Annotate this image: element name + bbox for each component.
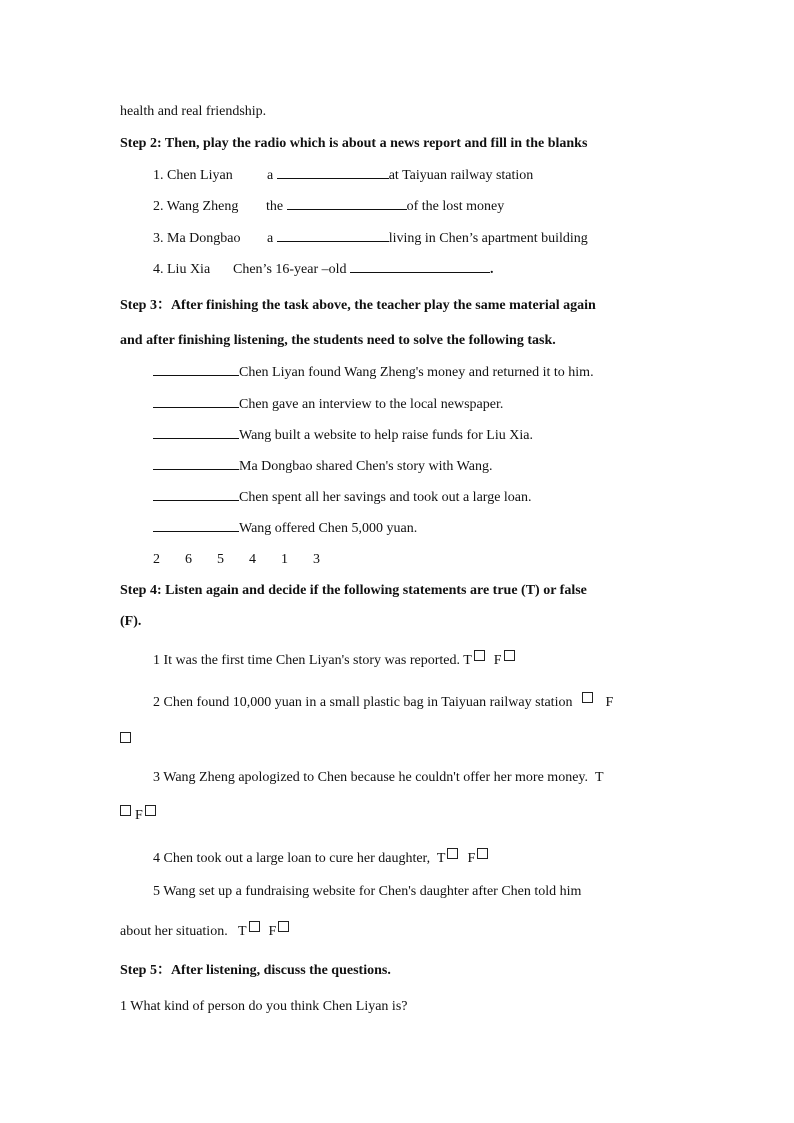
- step4-statement-2: 2 Chen found 10,000 yuan in a small plastic bag in Taiyuan railway station F: [153, 692, 613, 712]
- step3-item: Wang built a website to help raise funds for Liu Xia.: [153, 426, 533, 445]
- step5-heading: Step 5：After listening, discuss the questions.: [120, 963, 391, 978]
- step4-statement-1: 1 It was the first time Chen Liyan's story was reported. T F: [153, 650, 517, 670]
- step2-item-1: 1. Chen Liyan a at Taiyuan railway station: [153, 168, 534, 183]
- step4-statement-5: 5 Wang set up a fundraising website for Chen's daughter after Chen told him: [153, 884, 582, 899]
- blank[interactable]: [277, 229, 389, 242]
- step3-item: Chen gave an interview to the local newspaper.: [153, 395, 503, 414]
- blank[interactable]: [153, 519, 239, 532]
- step3-heading-line2: and after finishing listening, the students need to solve the following task.: [120, 333, 556, 348]
- step4-statement-3: 3 Wang Zheng apologized to Chen because he couldn't offer her more money. T: [153, 770, 604, 785]
- true-checkbox[interactable]: [249, 921, 260, 932]
- step3-item: Chen Liyan found Wang Zheng's money and returned it to him.: [153, 363, 594, 382]
- step5-question-1: 1 What kind of person do you think Chen Liyan is?: [120, 999, 408, 1014]
- step4-statement-2-wrap: [120, 732, 131, 752]
- blank[interactable]: [287, 197, 407, 210]
- true-checkbox[interactable]: [582, 692, 593, 703]
- blank[interactable]: [153, 426, 239, 439]
- step2-item-4: 4. Liu Xia Chen’s 16-year –old .: [153, 262, 494, 277]
- blank[interactable]: [153, 395, 239, 408]
- false-checkbox[interactable]: [120, 732, 131, 743]
- blank[interactable]: [153, 363, 239, 376]
- false-checkbox[interactable]: [477, 848, 488, 859]
- step4-statement-3-wrap: F: [120, 805, 158, 825]
- blank[interactable]: [153, 457, 239, 470]
- false-checkbox[interactable]: [145, 805, 156, 816]
- intro-text: health and real friendship.: [120, 104, 267, 119]
- step2-item-2: 2. Wang Zheng the of the lost money: [153, 199, 505, 214]
- step3-answer-order: 2 6 5 4 1 3: [153, 552, 320, 567]
- blank[interactable]: [153, 488, 239, 501]
- blank[interactable]: [277, 166, 389, 179]
- true-checkbox[interactable]: [474, 650, 485, 661]
- true-checkbox[interactable]: [447, 848, 458, 859]
- true-checkbox[interactable]: [120, 805, 131, 816]
- step3-item: Wang offered Chen 5,000 yuan.: [153, 519, 417, 538]
- step2-item-3: 3. Ma Dongbao a living in Chen’s apartment building: [153, 231, 588, 246]
- step3-item: Ma Dongbao shared Chen's story with Wang.: [153, 457, 493, 476]
- blank[interactable]: [350, 260, 490, 273]
- false-checkbox[interactable]: [278, 921, 289, 932]
- step4-statement-4: 4 Chen took out a large loan to cure her daughter, T F: [153, 848, 490, 868]
- step4-heading-line2: (F).: [120, 614, 142, 629]
- step3-item: Chen spent all her savings and took out a large loan.: [153, 488, 532, 507]
- step4-statement-5-wrap: about her situation. T F: [120, 921, 291, 941]
- step4-heading-line1: Step 4: Listen again and decide if the following statements are true (T) or false: [120, 583, 587, 598]
- step2-heading: Step 2: Then, play the radio which is about a news report and fill in the blanks: [120, 136, 588, 151]
- step3-heading-line1: Step 3：After finishing the task above, the teacher play the same material again: [120, 298, 596, 313]
- false-checkbox[interactable]: [504, 650, 515, 661]
